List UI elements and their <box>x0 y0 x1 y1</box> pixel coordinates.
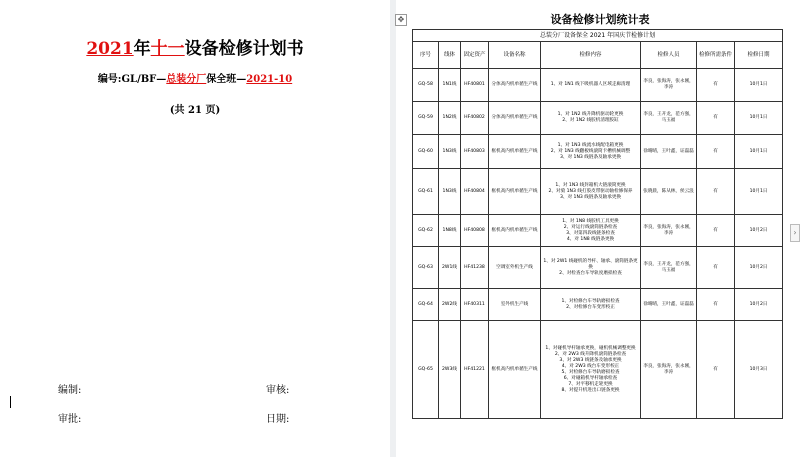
content-cell <box>541 102 641 135</box>
row-number: GQ-64 <box>413 289 439 321</box>
equipment-name-cell: 分体高内机单循生产线 <box>489 69 541 102</box>
content-cell <box>541 289 641 321</box>
content-cell <box>541 321 641 419</box>
content-item: 1、对检修台车导轨磨损检查 <box>561 298 620 304</box>
condition-cell: 有 <box>697 321 735 419</box>
table-row <box>413 69 783 102</box>
content-item: 3、对 1N3 线链条及轴承更换 <box>559 194 622 200</box>
table-row <box>413 321 783 419</box>
text-cursor <box>10 396 11 408</box>
line-cell: 2W1线 <box>439 247 461 289</box>
column-header: 设备名称 <box>489 42 541 69</box>
equipment-name-cell: 室外机生产线 <box>489 289 541 321</box>
staff-cell: 徐晴晴，王叶鑫，证磊磊 <box>641 135 697 169</box>
table-row <box>413 135 783 169</box>
line-cell: 1N1线 <box>439 69 461 102</box>
table-title: 设备检修计划统计表 <box>550 13 650 26</box>
document-cover-page <box>0 0 390 457</box>
line-cell: 2W2线 <box>439 289 461 321</box>
content-cell <box>541 169 641 215</box>
asset-cell: HF41238 <box>461 247 489 289</box>
content-item: 1、对 1N3 线流水线配电箱更换 <box>557 142 624 148</box>
staff-cell: 李良，张海涛，张永刚，李涛 <box>641 215 697 247</box>
asset-cell: HF40804 <box>461 169 489 215</box>
asset-cell: HF40802 <box>461 102 489 135</box>
equipment-name-cell: 框机高内机单循生产线 <box>489 169 541 215</box>
content-cell <box>541 247 641 289</box>
equipment-name-cell: 分体高内机单循生产线 <box>489 102 541 135</box>
condition-cell: 有 <box>697 135 735 169</box>
date-cell: 10月2日 <box>735 289 783 321</box>
content-item: 2、对检查台车导轨度磨损检查 <box>559 270 622 276</box>
content-item: 1、对 1N2 线升降机驱动轮更换 <box>557 112 624 117</box>
column-header: 固定资产 <box>461 42 489 69</box>
condition-cell: 有 <box>697 215 735 247</box>
table-move-handle-icon[interactable]: ✥ <box>395 14 407 26</box>
column-header: 检修所需条件 <box>697 42 735 69</box>
equipment-name-cell: 框机高内机单循生产线 <box>489 215 541 247</box>
title-rest: 设备检修计划书 <box>184 39 304 59</box>
content-item: 6、对碰箱机导杆轴承检查 <box>563 375 618 381</box>
staff-cell: 李良，王开龙，范方强，马玉福 <box>641 102 697 135</box>
page-count: (共 21 页) <box>169 105 221 116</box>
date-cell: 10月1日 <box>735 69 783 102</box>
content-item: 3、对第四段线链条检查 <box>566 230 615 236</box>
date-cell: 10月2日 <box>735 215 783 247</box>
asset-cell: HF40803 <box>461 135 489 169</box>
row-number: GQ-60 <box>413 135 439 169</box>
compiled-label: 编制: <box>58 385 82 396</box>
date-cell: 10月3日 <box>735 321 783 419</box>
column-header: 检修人员 <box>641 42 697 69</box>
date-cell: 10月1日 <box>735 135 783 169</box>
date-cell: 10月2日 <box>735 247 783 289</box>
condition-cell: 有 <box>697 69 735 102</box>
line-cell: 1N3线 <box>439 169 461 215</box>
content-item: 7、对平移机走轮更换 <box>568 381 613 387</box>
row-number: GQ-62 <box>413 215 439 247</box>
date-cell: 10月1日 <box>735 102 783 135</box>
column-header: 线体 <box>439 42 461 69</box>
table-row <box>413 289 783 321</box>
column-header: 序号 <box>413 42 439 69</box>
condition-cell: 有 <box>697 247 735 289</box>
approved-label: 审批: <box>58 414 82 425</box>
maintenance-plan-table <box>412 29 783 419</box>
column-header: 检修内容 <box>541 42 641 69</box>
content-item: 2、对运行线滚筒链条检查 <box>563 224 618 230</box>
content-item: 1、对 1N3 线封箱机大链滚筒更换 <box>555 182 626 188</box>
equipment-name-cell: 框机高内机单循生产线 <box>489 135 541 169</box>
content-item: 4、对 2W3 线台车变形校正 <box>561 363 620 369</box>
content-item: 2、对骑 1N3 线打胶皮带驱动轴检修保养 <box>548 188 633 194</box>
condition-cell: 有 <box>697 169 735 215</box>
scroll-handle-icon[interactable]: › <box>790 224 800 242</box>
asset-cell: HF41221 <box>461 321 489 419</box>
content-item: 2、对 1N2 线胶机清理胶缸 <box>562 118 619 123</box>
row-number: GQ-61 <box>413 169 439 215</box>
title-month: 十一 <box>150 39 185 59</box>
line-cell: 2W3线 <box>439 321 461 419</box>
row-number: GQ-59 <box>413 102 439 135</box>
content-cell <box>541 135 641 169</box>
row-number: GQ-58 <box>413 69 439 102</box>
page-gutter <box>390 0 396 457</box>
content-item: 1、对 1N8 线胶机工具更换 <box>562 218 619 224</box>
table-header-row <box>413 42 783 69</box>
row-number: GQ-65 <box>413 321 439 419</box>
table-row <box>413 102 783 135</box>
content-item: 2、对检修台车变形校正 <box>566 304 615 310</box>
asset-cell: HF40801 <box>461 69 489 102</box>
code-plant: 总装分厂 <box>166 74 207 85</box>
reviewed-label: 审核: <box>266 385 290 396</box>
table-row <box>413 169 783 215</box>
table-row <box>413 215 783 247</box>
content-item: 4、对 1N8 线链条更换 <box>566 236 615 242</box>
date-cell: 10月1日 <box>735 169 783 215</box>
staff-cell: 徐晴晴，王叶鑫，证磊磊 <box>641 289 697 321</box>
title-year: 2021 <box>86 39 134 59</box>
asset-cell: HF40311 <box>461 289 489 321</box>
code-team: 保全班— <box>206 74 247 85</box>
content-cell <box>541 215 641 247</box>
table-row <box>413 247 783 289</box>
equipment-name-cell: 空调室外机生产线 <box>489 247 541 289</box>
table-body <box>413 69 783 419</box>
code-prefix: 编号:GL/BF— <box>97 74 167 85</box>
staff-cell: 李良，王开龙，范方强，马玉福 <box>641 247 697 289</box>
table-subtitle: 总装分厂设备保全 2021 年国庆节检修计划 <box>413 30 783 42</box>
content-item: 1、对 2W1 线碰机的导杆、轴承、滚筒链条更换 <box>543 258 638 270</box>
content-item: 3、对 1N3 线链条及轴承更换 <box>559 154 622 160</box>
staff-cell: 李良，张海涛，张永刚，李涛 <box>641 321 697 419</box>
line-cell: 1N2线 <box>439 102 461 135</box>
content-item: 1、对碰机导杆轴承更换，碰机机械调整更换 <box>545 345 636 351</box>
date-label: 日期: <box>266 414 290 425</box>
content-item: 2、对 1N3 线翻板线滚筒卡槽机械调整 <box>550 148 631 154</box>
condition-cell: 有 <box>697 289 735 321</box>
title-year-suffix: 年 <box>133 39 151 59</box>
code-date: 2021-10 <box>246 74 293 85</box>
document-title <box>0 34 390 59</box>
row-number: GQ-63 <box>413 247 439 289</box>
content-item: 8、对提升机进出口链条更换 <box>561 387 620 393</box>
content-item: 3、对 2W3 线链条及轴承更换 <box>559 357 622 363</box>
asset-cell: HF40808 <box>461 215 489 247</box>
staff-cell: 李良，张海涛，张永刚，李涛 <box>641 69 697 102</box>
content-cell <box>541 69 641 102</box>
equipment-name-cell: 框机高内机单循生产线 <box>489 321 541 419</box>
condition-cell: 有 <box>697 102 735 135</box>
content-item: 1、对 1N1 线下吸机器人区域走廊清理 <box>550 82 631 87</box>
column-header: 检修日期 <box>735 42 783 69</box>
line-cell: 1N8线 <box>439 215 461 247</box>
content-item: 5、对检修台车导轨磨损检查 <box>561 369 620 375</box>
staff-cell: 张晓晨，陈从林，侯云浪 <box>641 169 697 215</box>
document-code <box>0 70 390 85</box>
line-cell: 1N3线 <box>439 135 461 169</box>
content-item: 2、对 2W3 线升降机滚筒链条检查 <box>554 351 627 357</box>
